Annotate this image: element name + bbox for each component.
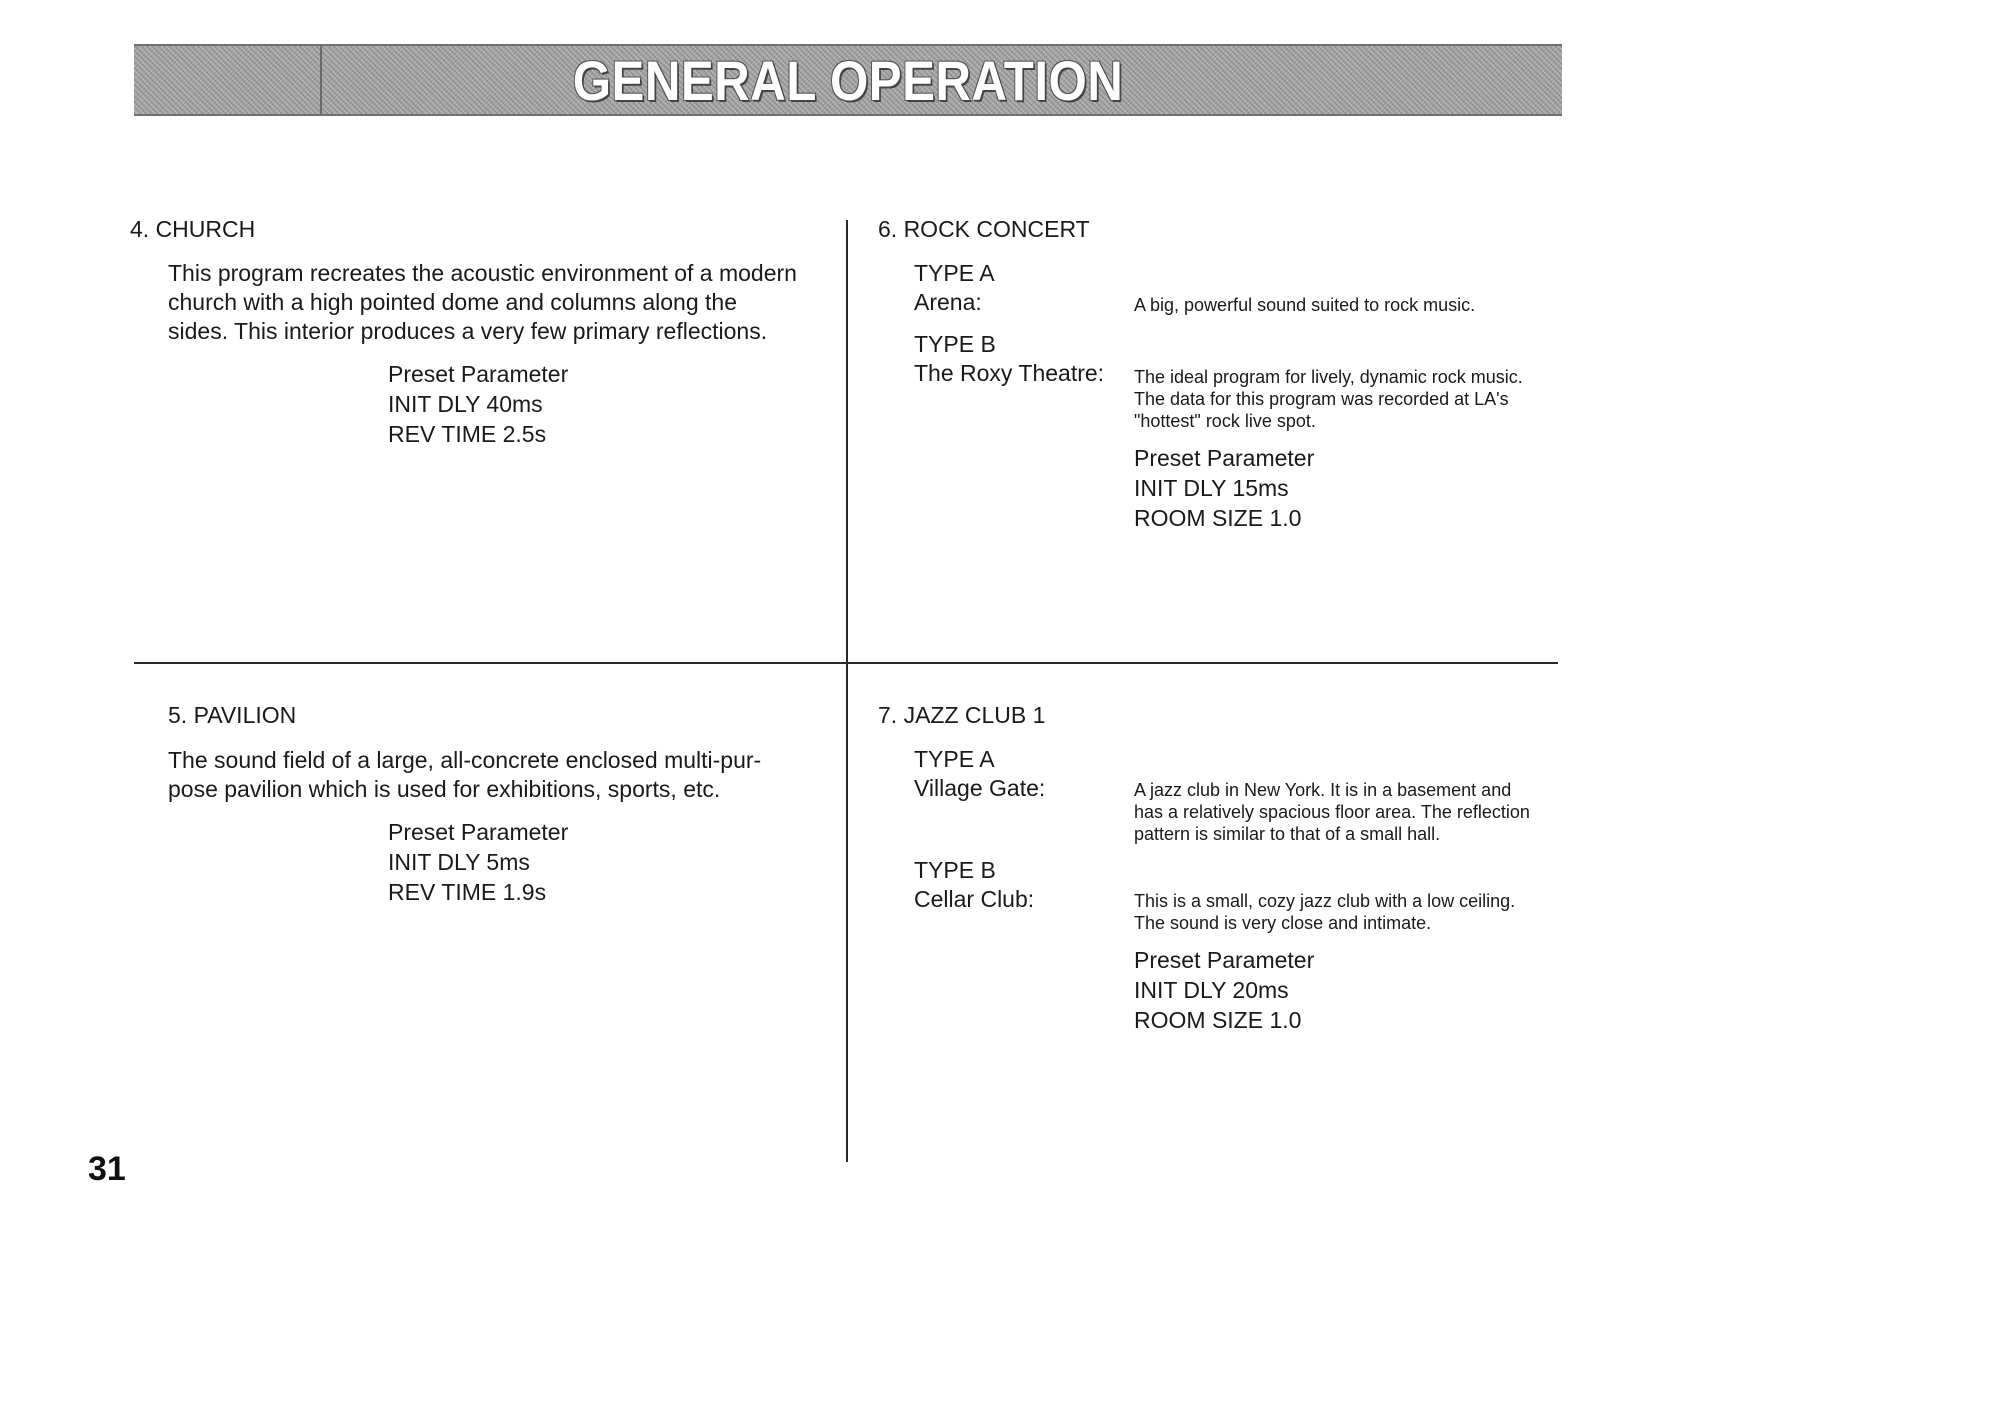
- rock-type-b-description: "hottest" rock live spot.: [1134, 411, 1316, 431]
- section-banner: [134, 44, 1562, 116]
- jazz-club-heading: 7. JAZZ CLUB 1: [878, 702, 1046, 728]
- pavilion-init-dly: INIT DLY 5ms: [388, 849, 530, 875]
- church-description-line: church with a high pointed dome and columns along the: [168, 289, 737, 315]
- jazz-preset-label: Preset Parameter: [1134, 947, 1315, 973]
- rock-type-b-description: The ideal program for lively, dynamic rock music.: [1134, 367, 1523, 387]
- rock-concert-heading: 6. ROCK CONCERT: [878, 216, 1090, 242]
- jazz-type-a-description: has a relatively spacious floor area. The reflection: [1134, 802, 1530, 822]
- page-number: 31: [88, 1150, 126, 1188]
- church-init-dly: INIT DLY 40ms: [388, 391, 543, 417]
- rock-type-b-label: TYPE B: [914, 331, 996, 357]
- church-description-line: sides. This interior produces a very few primary reflections.: [168, 318, 768, 344]
- jazz-type-b-name: Cellar Club:: [914, 886, 1035, 912]
- rock-room-size: ROOM SIZE 1.0: [1134, 505, 1302, 531]
- vertical-divider: [846, 220, 848, 1162]
- page-title: GENERAL OPERATION: [572, 49, 1124, 112]
- church-rev-time: REV TIME 2.5s: [388, 421, 547, 447]
- pavilion-description-line: The sound field of a large, all-concrete enclosed multi-pur-: [168, 747, 762, 773]
- rock-type-b-description: The data for this program was recorded at LA's: [1134, 389, 1509, 409]
- church-description-line: This program recreates the acoustic environment of a modern: [168, 260, 797, 286]
- rock-type-b-name: The Roxy Theatre:: [914, 360, 1105, 386]
- jazz-type-b-description: The sound is very close and intimate.: [1134, 913, 1432, 933]
- jazz-type-b-label: TYPE B: [914, 857, 996, 883]
- jazz-type-a-description: A jazz club in New York. It is in a basement and: [1134, 780, 1512, 800]
- rock-init-dly: INIT DLY 15ms: [1134, 475, 1289, 501]
- jazz-room-size: ROOM SIZE 1.0: [1134, 1007, 1302, 1033]
- jazz-init-dly: INIT DLY 20ms: [1134, 977, 1289, 1003]
- rock-type-a-name: Arena:: [914, 289, 982, 315]
- church-preset-label: Preset Parameter: [388, 361, 569, 387]
- pavilion-preset-label: Preset Parameter: [388, 819, 569, 845]
- pavilion-heading: 5. PAVILION: [168, 702, 297, 728]
- jazz-type-a-label: TYPE A: [914, 746, 995, 772]
- jazz-type-a-name: Village Gate:: [914, 775, 1046, 801]
- jazz-type-b-description: This is a small, cozy jazz club with a low ceiling.: [1134, 891, 1516, 911]
- church-heading: 4. CHURCH: [130, 216, 256, 242]
- horizontal-divider: [134, 662, 1558, 664]
- rock-preset-label: Preset Parameter: [1134, 445, 1315, 471]
- rock-type-a-description: A big, powerful sound suited to rock music.: [1134, 295, 1476, 315]
- pavilion-rev-time: REV TIME 1.9s: [388, 879, 547, 905]
- rock-type-a-label: TYPE A: [914, 260, 995, 286]
- pavilion-description-line: pose pavilion which is used for exhibitions, sports, etc.: [168, 776, 721, 802]
- jazz-type-a-description: pattern is similar to that of a small hall.: [1134, 824, 1441, 844]
